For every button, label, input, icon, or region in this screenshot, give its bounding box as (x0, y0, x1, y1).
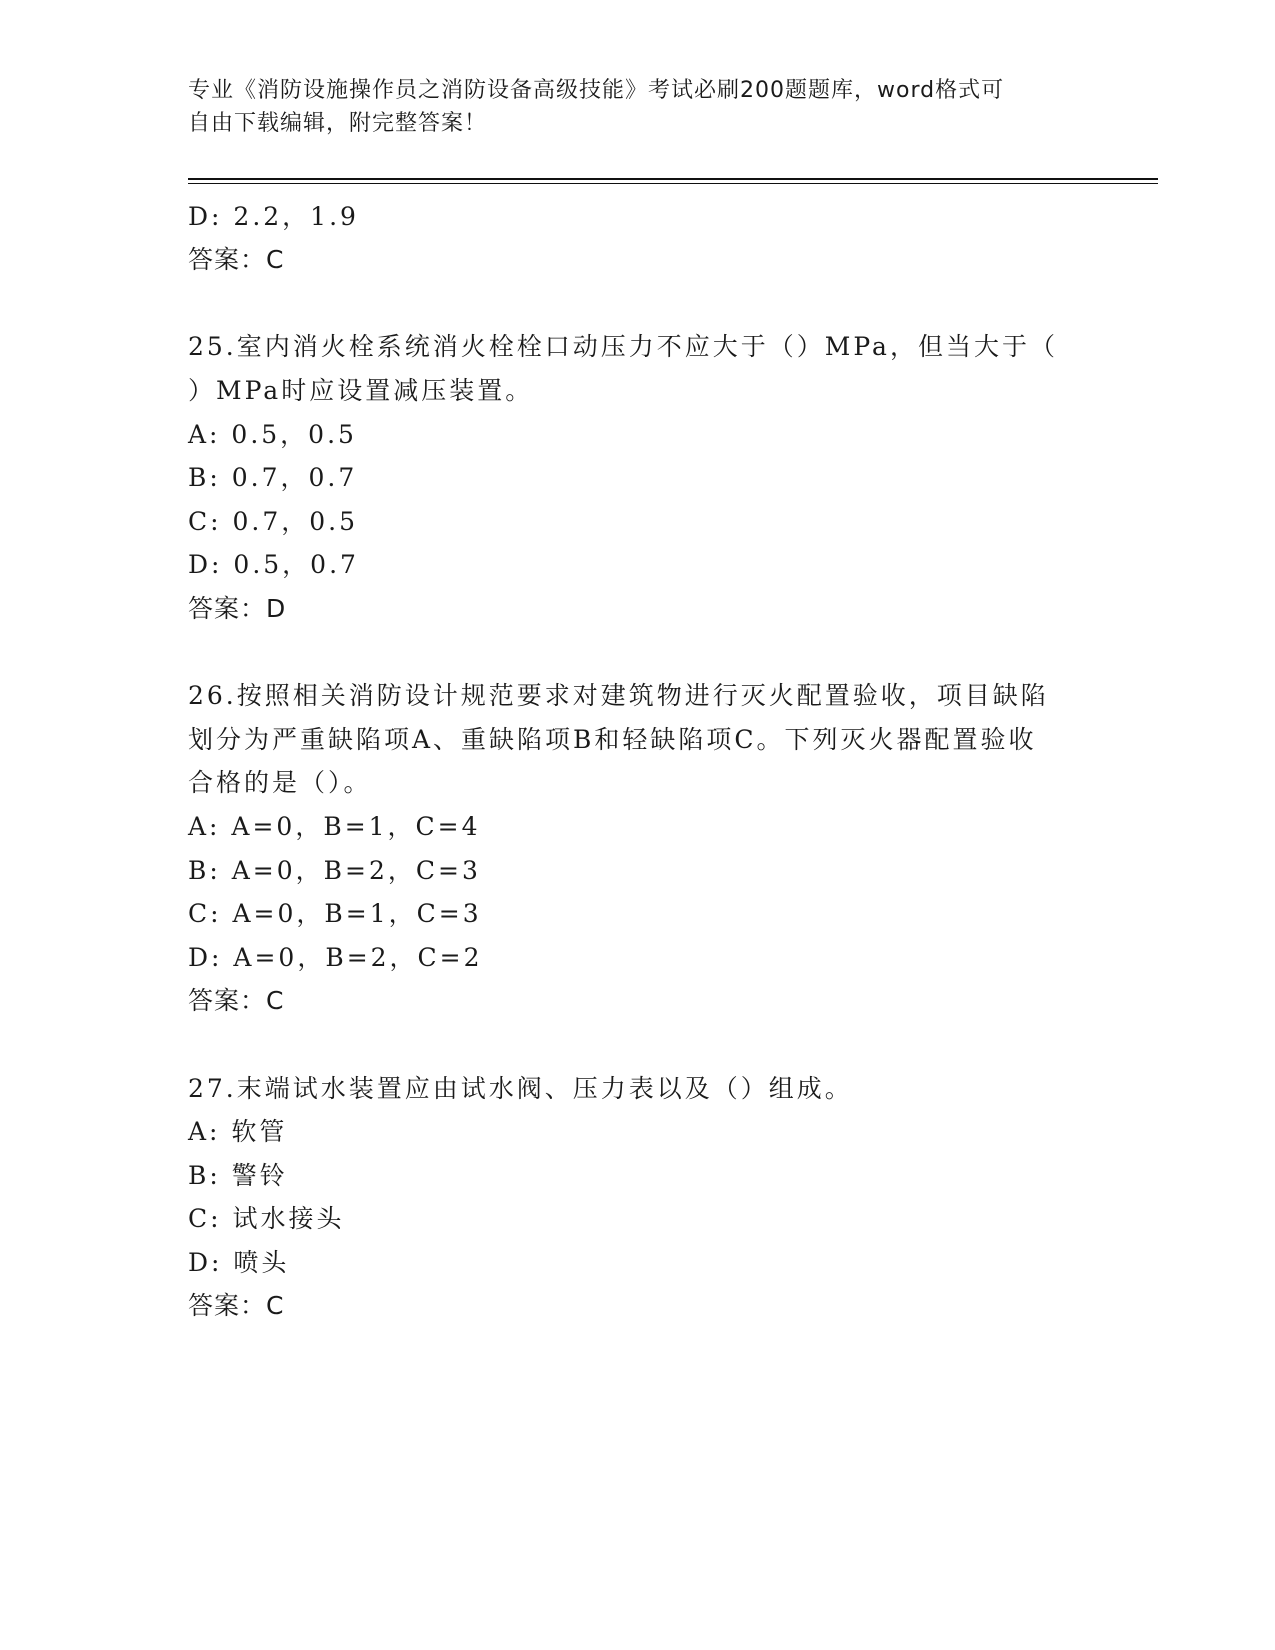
q25-answer: 答案：D (188, 594, 287, 623)
q26-stem-line-3: 合格的是（）。 (188, 768, 372, 797)
header-divider-thin (188, 183, 1158, 184)
header-line-2: 自由下载编辑，附完整答案！ (188, 111, 488, 136)
q25-stem-line-1: 25.室内消火栓系统消火栓栓口动压力不应大于（）MPa，但当大于（ (188, 332, 1058, 361)
q26-option-a: A: A=0，B=1，C=4 (188, 812, 481, 841)
q26-stem-line-1: 26.按照相关消防设计规范要求对建筑物进行灭火配置验收，项目缺陷 (188, 681, 1049, 710)
q25-option-a: A: 0.5，0.5 (188, 420, 357, 449)
header-divider-thick (188, 178, 1158, 180)
q25-option-d: D: 0.5，0.7 (188, 550, 359, 579)
q27-option-a: A: 软管 (188, 1117, 288, 1146)
q25-option-c: C: 0.7，0.5 (188, 507, 359, 536)
prev-answer: 答案：C (188, 245, 285, 274)
q27-option-b: B: 警铃 (188, 1161, 288, 1190)
q26-option-b: B: A=0，B=2，C=3 (188, 856, 481, 885)
q25-stem-line-2: ）MPa时应设置减压装置。 (188, 376, 534, 405)
q27-answer: 答案：C (188, 1291, 285, 1320)
document-header (188, 74, 1078, 140)
q27-option-d: D: 喷头 (188, 1248, 290, 1277)
q27-option-c: C: 试水接头 (188, 1204, 345, 1233)
q26-option-c: C: A=0，B=1，C=3 (188, 899, 482, 928)
q25-option-b: B: 0.7，0.7 (188, 463, 358, 492)
header-line-1: 专业《消防设施操作员之消防设备高级技能》考试必刷200题题库，word格式可 (188, 78, 1005, 103)
q26-answer: 答案：C (188, 986, 285, 1015)
q27-stem-line-1: 27.末端试水装置应由试水阀、压力表以及（）组成。 (188, 1074, 853, 1103)
prev-option-d: D: 2.2，1.9 (188, 202, 359, 231)
q26-option-d: D: A=0，B=2，C=2 (188, 943, 483, 972)
q26-stem-line-2: 划分为严重缺陷项A、重缺陷项B和轻缺陷项C。下列灭火器配置验收 (188, 725, 1037, 754)
